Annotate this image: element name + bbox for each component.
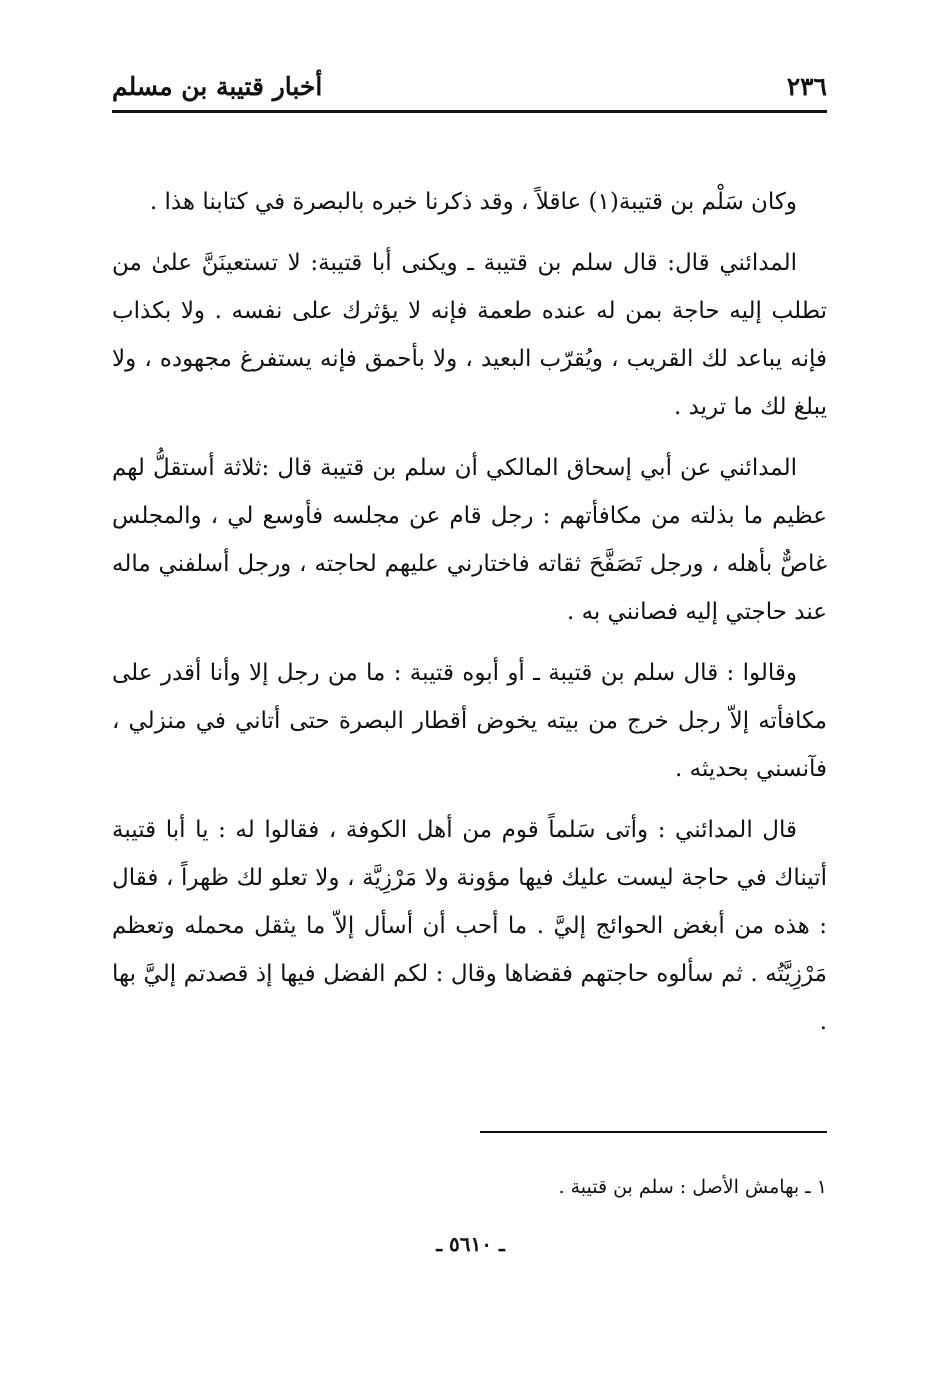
running-title: أخبار قتيبة بن مسلم xyxy=(112,71,323,101)
paragraph: قال المدائني : وأتى سَلماً قوم من أهل الكوفة ، فقالوا له : يا أبا قتيبة أتيناك في حاجة ليست عليك فيها مؤونة ولا مَرْزِيَّة ، ولا تعلو لك ظهراً ، فقال : هذه من أبغض الحوائج إليَّ . ما أحب أن أسأل إلاّ ما يثقل محمله وتعظم مَرْزِيَّتُه . ثم سألوه حاجتهم فقضاها وقال : لكم الفضل فيها إذ قصدتم إليَّ بها . xyxy=(112,817,827,1035)
footnote: ١ ـ بهامش الأصل : سلم بن قتيبة . xyxy=(558,1176,827,1198)
paragraph: وقالوا : قال سلم بن قتيبة ـ أو أبوه قتيبة : ما من رجل إلا وأنا أقدر على مكافأته إلاّ رجل خرج من بيته يخوض أقطار البصرة حتى أتاني في منزلي ، فآنسني بحديثه . xyxy=(112,660,827,782)
header-rule xyxy=(112,110,827,113)
paragraph: المدائني قال: قال سلم بن قتيبة ـ ويكنى أبا قتيبة: لا تستعينَنَّ علىٰ من تطلب إليه حاجة بمن له عنده طعمة فإنه لا يؤثرك على نفسه . ولا بكذاب فإنه يباعد لك القريب ، ويُقرّب البعيد ، ولا بأحمق فإنه يستفرغ مجهوده ، ولا يبلغ لك ما تريد . xyxy=(112,250,827,420)
paragraph: المدائني عن أبي إسحاق المالكي أن سلم بن قتيبة قال :ثلاثة أستقلُّ لهم عظيم ما بذلته من مكافأتهم : رجل قام عن مجلسه فأوسع لي ، والمجلس غاصٌّ بأهله ، ورجل تَصَفَّحَ ثقاته فاختارني عليهم لحاجته ، ورجل أسلفني ماله عند حاجتي إليه فصانني به . xyxy=(112,455,827,625)
paragraph: وكان سَلْم بن قتيبة(١) عاقلاً ، وقد ذكرنا خبره بالبصرة في كتابنا هذا . xyxy=(149,189,797,215)
footer-page-number: ـ ٥٦١٠ ـ xyxy=(436,1232,505,1256)
main-text xyxy=(112,178,827,1059)
footnote-rule xyxy=(480,1131,827,1133)
header-page-number: ٢٣٦ xyxy=(786,71,827,101)
page-header xyxy=(112,62,827,110)
